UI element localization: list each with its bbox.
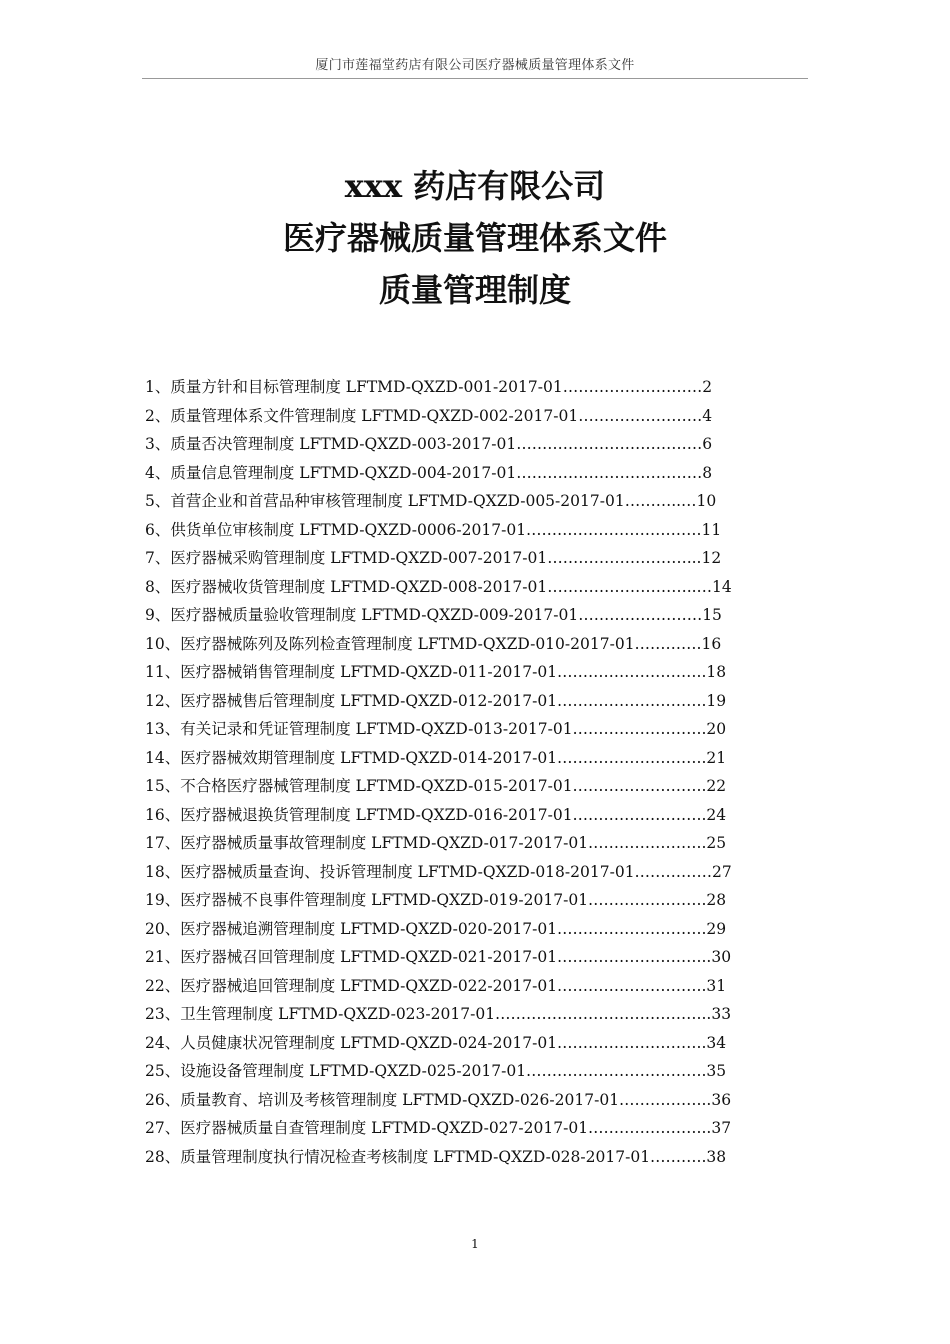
toc-entry: 16、医疗器械退换货管理制度 LFTMD-QXZD-016-2017-01……………………..24 bbox=[145, 805, 727, 824]
running-header: 厦门市莲福堂药店有限公司医疗器械质量管理体系文件 bbox=[315, 58, 635, 73]
toc-entry: 5、首营企业和首营品种审核管理制度 LFTMD-QXZD-005-2017-01………..…10 bbox=[145, 492, 717, 510]
title-block bbox=[0, 160, 950, 316]
section-title: 质量管理制度 bbox=[378, 271, 571, 309]
toc-entry: 3、质量否决管理制度 LFTMD-QXZD-003-2017-01………………………………6 bbox=[145, 435, 713, 453]
toc-entry: 7、医疗器械采购管理制度 LFTMD-QXZD-007-2017-01………………………...12 bbox=[145, 549, 722, 567]
page-number: 1 bbox=[471, 1237, 479, 1251]
table-of-contents bbox=[145, 373, 810, 1171]
toc-entry: 22、医疗器械追回管理制度 LFTMD-QXZD-022-2017-01………………………..31 bbox=[145, 976, 727, 995]
toc-entry: 19、医疗器械不良事件管理制度 LFTMD-QXZD-019-2017-01…………………..28 bbox=[145, 891, 727, 909]
toc-entry: 23、卫生管理制度 LFTMD-QXZD-023-2017-01…………………………………...33 bbox=[145, 1005, 732, 1023]
toc-entry: 28、质量管理制度执行情况检查考核制度 LFTMD-QXZD-028-2017-01………..38 bbox=[145, 1147, 727, 1166]
toc-entry: 12、医疗器械售后管理制度 LFTMD-QXZD-012-2017-01………………………..19 bbox=[145, 691, 727, 710]
toc-entry: 4、质量信息管理制度 LFTMD-QXZD-004-2017-01………………………………8 bbox=[145, 463, 713, 482]
document-system-title: 医疗器械质量管理体系文件 bbox=[282, 219, 667, 257]
toc-entry: 26、质量教育、培训及考核管理制度 LFTMD-QXZD-026-2017-01……………...36 bbox=[145, 1090, 732, 1109]
toc-entry: 18、医疗器械质量查询、投诉管理制度 LFTMD-QXZD-018-2017-01……………27 bbox=[145, 862, 732, 881]
toc-entry: 8、医疗器械收货管理制度 LFTMD-QXZD-008-2017-01………………………..…14 bbox=[145, 577, 732, 596]
toc-entry: 25、设施设备管理制度 LFTMD-QXZD-025-2017-01……………………………..35 bbox=[145, 1062, 727, 1080]
toc-entry: 17、医疗器械质量事故管理制度 LFTMD-QXZD-017-2017-01…………………..25 bbox=[145, 834, 727, 852]
toc-entry: 13、有关记录和凭证管理制度 LFTMD-QXZD-013-2017-01……………………..20 bbox=[145, 720, 727, 738]
toc-entry: 24、人员健康状况管理制度 LFTMD-QXZD-024-2017-01………………………..34 bbox=[145, 1033, 727, 1052]
toc-entry: 15、不合格医疗器械管理制度 LFTMD-QXZD-015-2017-01……………………..22 bbox=[145, 777, 727, 795]
toc-entry: 9、医疗器械质量验收管理制度 LFTMD-QXZD-009-2017-01……………………15 bbox=[145, 606, 722, 624]
toc-entry: 27、医疗器械质量自查管理制度 LFTMD-QXZD-027-2017-01…………………...37 bbox=[145, 1119, 732, 1137]
toc-entry: 21、医疗器械召回管理制度 LFTMD-QXZD-021-2017-01………………………...30 bbox=[145, 948, 732, 966]
toc-entry: 11、医疗器械销售管理制度 LFTMD-QXZD-011-2017-01………………………..18 bbox=[145, 663, 727, 681]
company-title: xxx 药店有限公司 bbox=[344, 167, 606, 205]
header-divider bbox=[142, 78, 808, 79]
toc-entry: 10、医疗器械陈列及陈列检查管理制度 LFTMD-QXZD-010-2017-01………….16 bbox=[145, 634, 722, 653]
toc-entry: 1、质量方针和目标管理制度 LFTMD-QXZD-001-2017-01………………………2 bbox=[145, 378, 713, 396]
toc-entry: 6、供货单位审核制度 LFTMD-QXZD-0006-2017-01…………………………….11 bbox=[145, 520, 722, 539]
toc-entry: 2、质量管理体系文件管理制度 LFTMD-QXZD-002-2017-01……………………4 bbox=[145, 406, 713, 425]
toc-entry: 14、医疗器械效期管理制度 LFTMD-QXZD-014-2017-01………………………..21 bbox=[145, 748, 727, 767]
toc-entry: 20、医疗器械追溯管理制度 LFTMD-QXZD-020-2017-01………………………..29 bbox=[145, 919, 727, 938]
